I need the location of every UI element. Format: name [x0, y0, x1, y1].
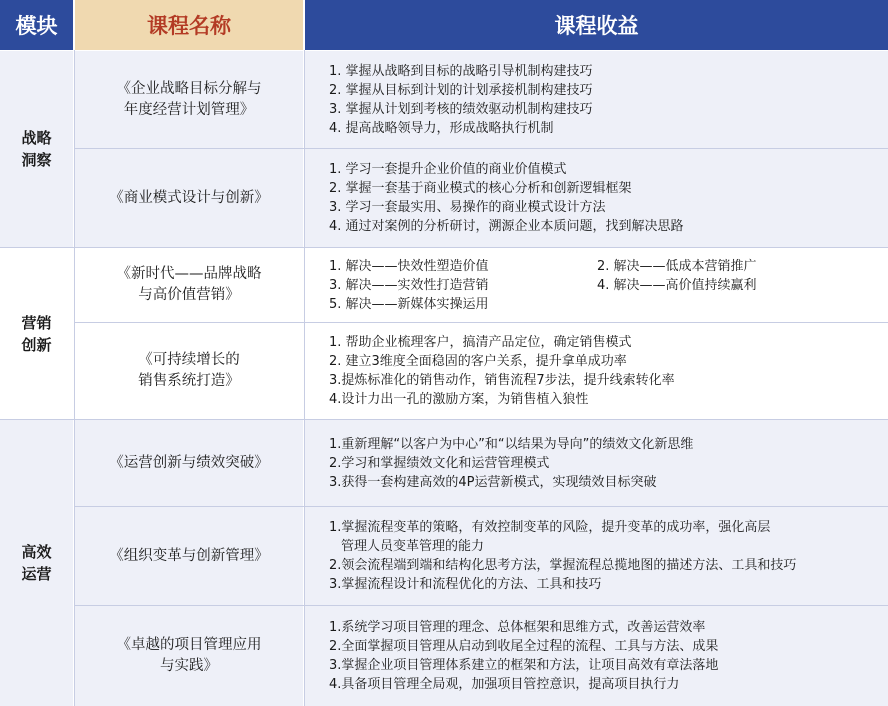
benefit-item: 1.系统学习项目管理的理念、总体框架和思维方式，改善运营效率: [329, 620, 706, 635]
module-name-line: 战略: [21, 129, 52, 147]
row-divider: [75, 605, 888, 606]
course-title-line: 《商业模式设计与创新》: [109, 189, 269, 206]
benefit-item: 5. 解决——新媒体实操运用: [329, 296, 489, 312]
course-title-cell: [75, 420, 303, 506]
course-benefit-cell: [305, 323, 888, 419]
row-divider: [75, 322, 888, 323]
benefit-item: 3.掌握企业项目管理体系建立的框架和方法，让项目高效有章法落地: [329, 658, 719, 673]
header-course-name: [75, 0, 303, 50]
course-title-line: 《卓越的项目管理应用: [116, 637, 262, 653]
course-benefit-cell: [305, 51, 888, 148]
benefit-grid: [329, 257, 882, 314]
benefit-item: 3.掌握流程设计和流程优化的方法、工具和技巧: [329, 577, 602, 592]
course-title-cell: [75, 248, 303, 322]
row-divider: [75, 148, 888, 149]
module-operations: [0, 420, 73, 706]
course-title-cell: [75, 507, 303, 605]
module-strategy: [0, 51, 73, 247]
module-name-line: 运营: [21, 565, 52, 583]
benefit-item: 2.全面掌握项目管理从启动到收尾全过程的流程、工具与方法、成果: [329, 639, 719, 654]
column-divider: [304, 50, 305, 706]
benefit-item: 1. 解决——快效性塑造价值: [329, 258, 489, 274]
course-benefit-cell: [305, 507, 888, 605]
module-name-line: 洞察: [21, 151, 52, 169]
course-title-line: 《可持续增长的: [138, 352, 240, 368]
benefit-item: 1. 学习一套提升企业价值的商业价值模式: [329, 162, 567, 177]
row-divider: [75, 506, 888, 507]
header-module: [0, 0, 73, 50]
header-module-label: 模块: [15, 14, 58, 38]
module-name-line: 创新: [21, 335, 52, 354]
benefit-item: 1. 掌握从战略到目标的战略引导机制构建技巧: [329, 63, 593, 79]
benefit-item: 2. 掌握一套基于商业模式的核心分析和创新逻辑框架: [329, 181, 632, 196]
benefit-item: 1. 帮助企业梳理客户，搞清产品定位，确定销售模式: [329, 335, 632, 350]
benefit-item: 2. 解决——低成本营销推广: [597, 258, 757, 274]
benefit-item: 3. 解决——实效性打造营销: [329, 277, 489, 293]
course-benefit-cell: [305, 248, 888, 322]
course-title-line: 《企业战略目标分解与: [116, 80, 262, 97]
module-marketing: [0, 248, 73, 419]
benefit-item: 4.具备项目管理全局观，加强项目管控意识，提高项目执行力: [329, 677, 680, 692]
module-name-line: 营销: [21, 313, 52, 332]
course-title-cell: [75, 149, 303, 247]
course-title-line: 销售系统打造》: [138, 373, 240, 389]
course-title-line: 《新时代——品牌战略: [116, 266, 262, 282]
course-benefit-cell: [305, 149, 888, 247]
course-title-cell: [75, 606, 303, 706]
header-course-benefit-label: 课程收益: [554, 14, 639, 38]
benefit-item: 4.设计力出一孔的激励方案，为销售植入狼性: [329, 392, 589, 407]
benefit-item-continuation: 管理人员变革管理的能力: [341, 539, 485, 554]
benefit-item: 1.掌握流程变革的策略，有效控制变革的风险，提升变革的成功率，强化高层: [329, 520, 771, 535]
course-title-line: 《运营创新与绩效突破》: [109, 454, 269, 471]
benefit-item: 4. 提高战略领导力，形成战略执行机制: [329, 120, 554, 136]
course-benefit-cell: [305, 606, 888, 706]
course-title-line: 年度经营计划管理》: [123, 101, 255, 118]
row-divider: [0, 247, 888, 248]
header-course-name-label: 课程名称: [147, 14, 231, 38]
benefit-item: 1.重新理解“以客户为中心”和“以结果为导向”的绩效文化新思维: [329, 436, 694, 452]
benefit-item: 2. 掌握从目标到计划的计划承接机制构建技巧: [329, 82, 593, 98]
row-divider: [0, 419, 888, 420]
benefit-item: 2. 建立3维度全面稳固的客户关系，提升拿单成功率: [329, 354, 627, 369]
benefit-item: 3.获得一套构建高效的4P运营新模式，实现绩效目标突破: [329, 474, 657, 490]
benefit-item: 3. 学习一套最实用、易操作的商业模式设计方法: [329, 200, 606, 215]
benefit-item: 2.学习和掌握绩效文化和运营管理模式: [329, 455, 550, 471]
course-title-cell: [75, 323, 303, 419]
benefit-item: 3. 掌握从计划到考核的绩效驱动机制构建技巧: [329, 101, 593, 117]
course-title-line: 与高价值营销》: [138, 287, 240, 303]
column-divider: [74, 50, 75, 706]
benefit-item: 2.领会流程端到端和结构化思考方法，掌握流程总揽地图的描述方法、工具和技巧: [329, 558, 797, 573]
module-name-line: 高效: [21, 543, 52, 561]
benefit-item: 3.提炼标准化的销售动作，销售流程7步法，提升线索转化率: [329, 373, 675, 388]
header-course-benefit: [305, 0, 888, 50]
course-title-line: 与实践》: [160, 658, 218, 674]
benefit-item: 4. 解决——高价值持续赢利: [597, 277, 757, 293]
course-benefit-cell: [305, 420, 888, 506]
course-title-cell: [75, 51, 303, 148]
benefit-item: 4. 通过对案例的分析研讨，溯源企业本质问题，找到解决思路: [329, 219, 684, 234]
course-title-line: 《组织变革与创新管理》: [109, 547, 269, 564]
